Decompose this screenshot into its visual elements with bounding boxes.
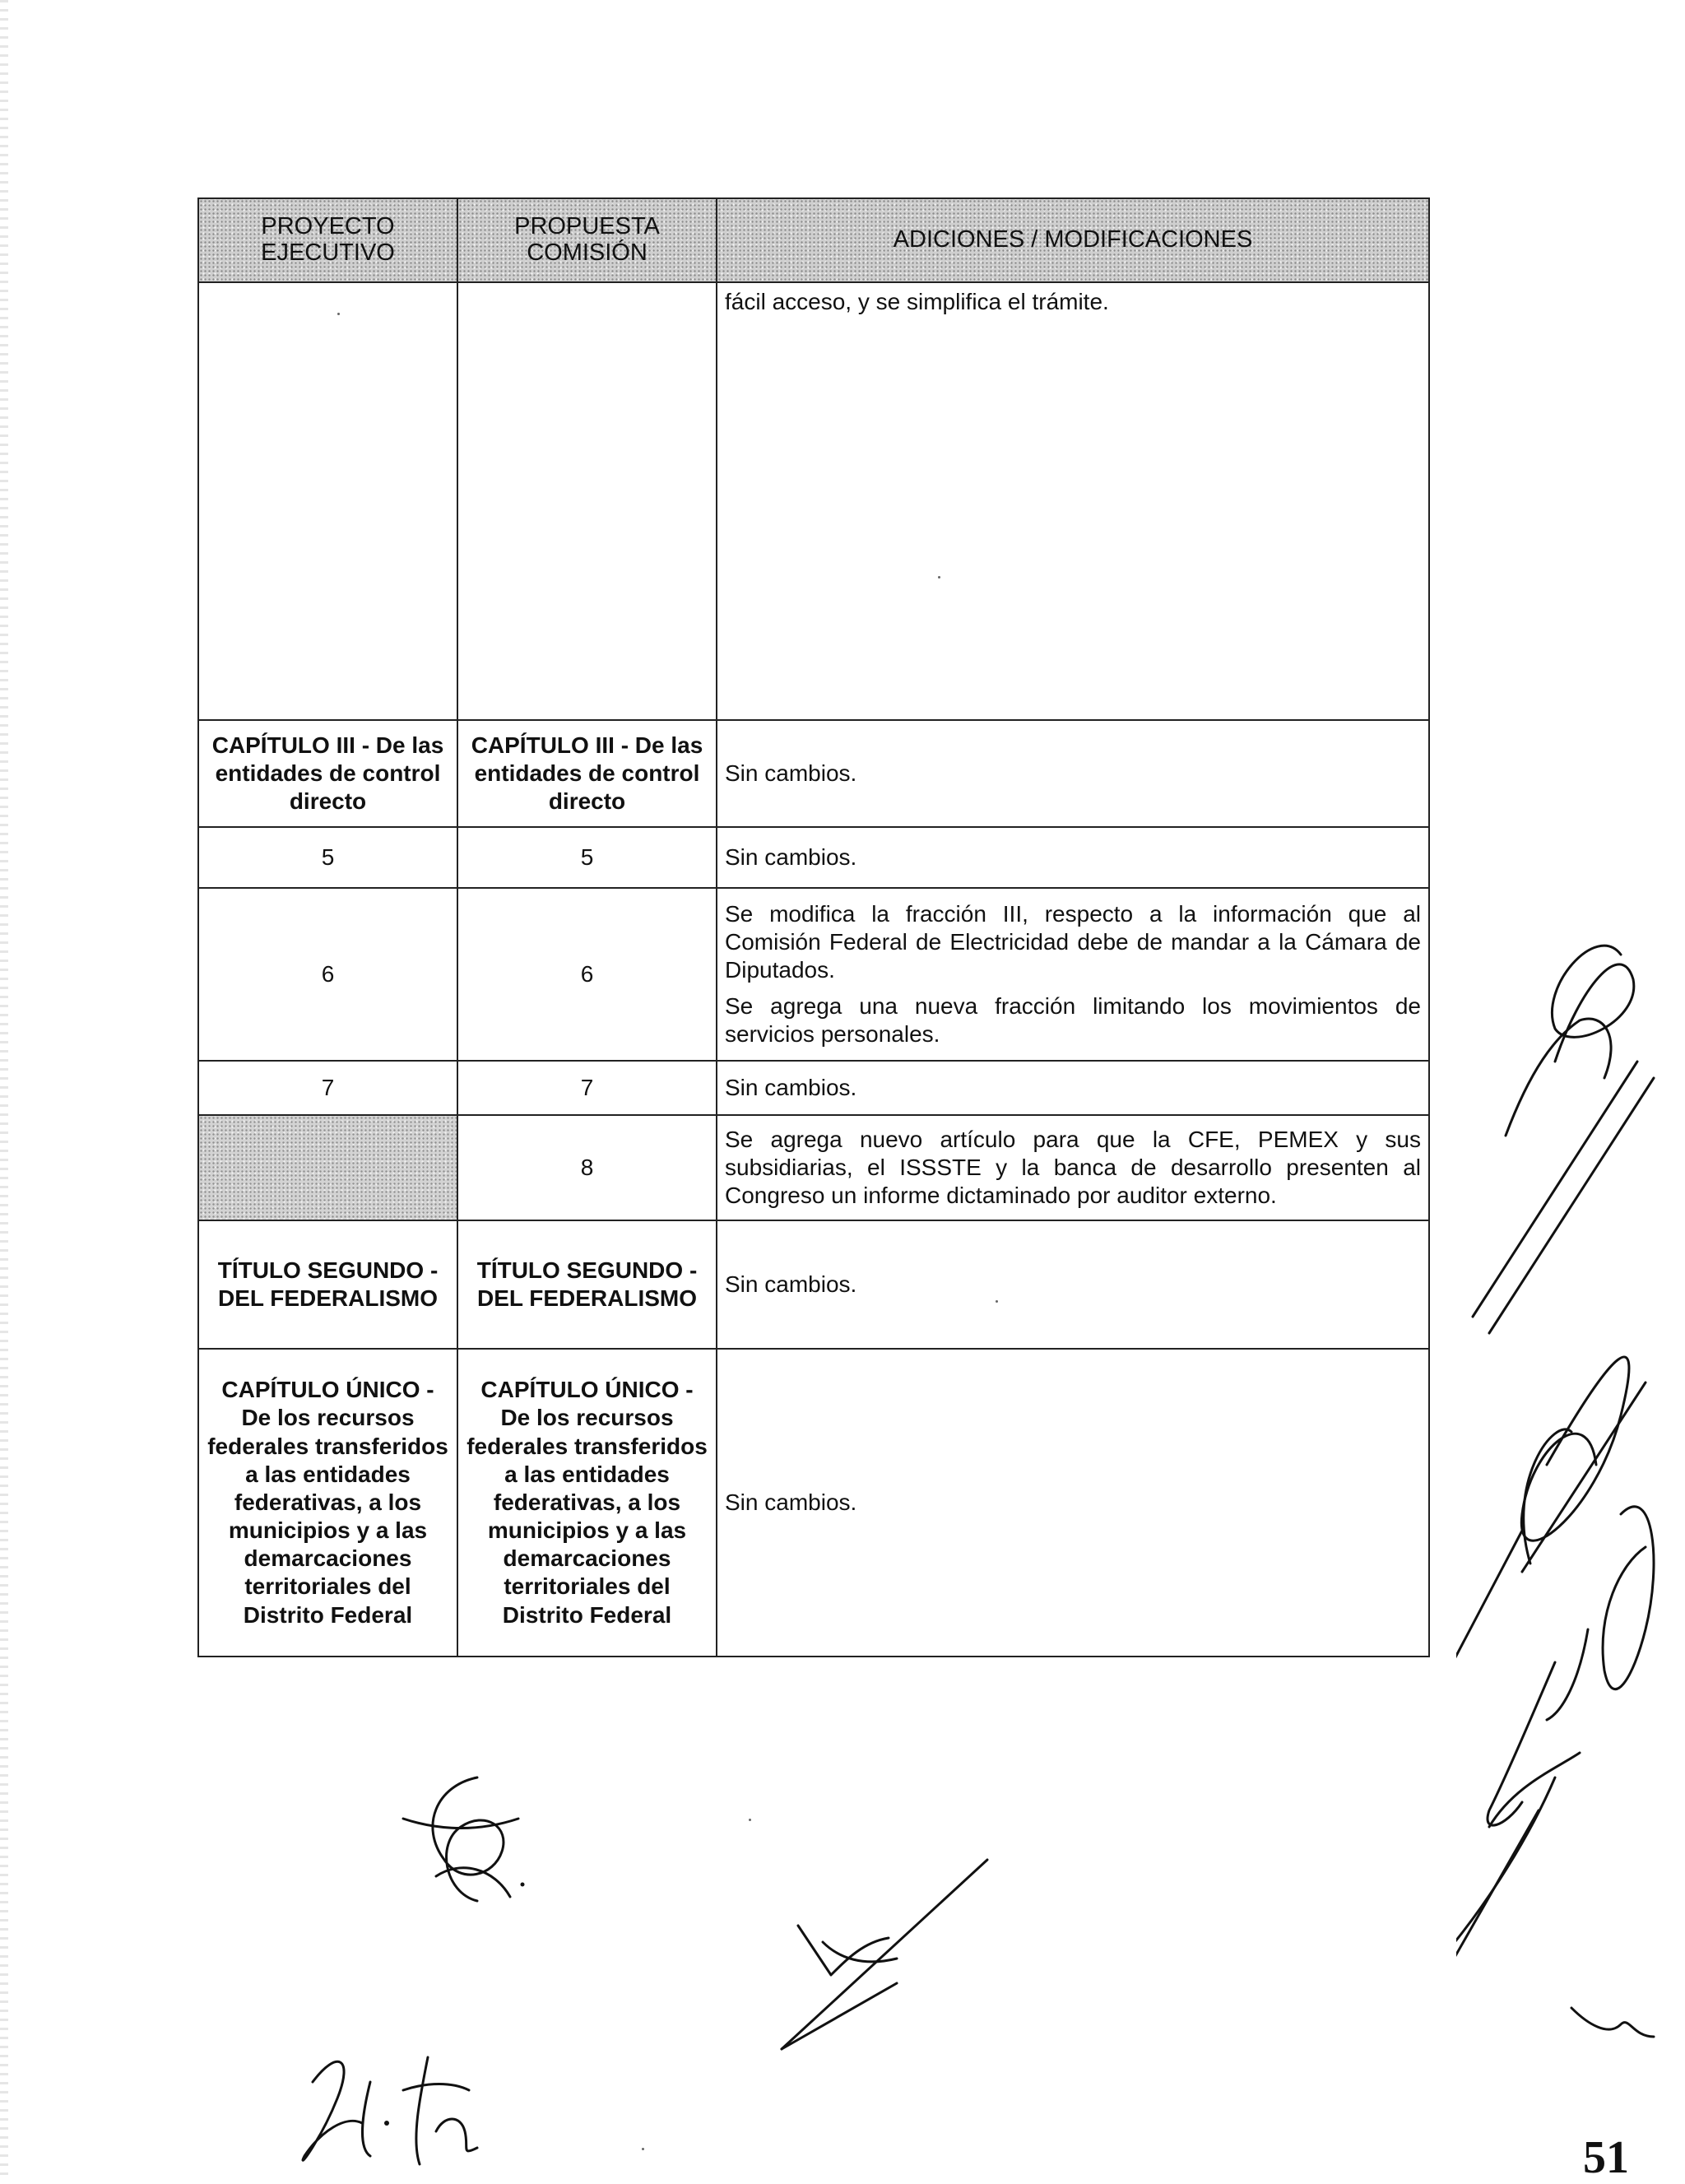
proyecto-cell: 7: [198, 1061, 457, 1115]
propuesta-cell: CAPÍTULO III - De las entidades de control directo: [457, 720, 717, 827]
scan-speck: [749, 1819, 751, 1821]
proyecto-cell: CAPÍTULO III - De las entidades de control directo: [198, 720, 457, 827]
table-row: [198, 1349, 1429, 1657]
table-row: [198, 720, 1429, 827]
scan-speck: [337, 313, 340, 315]
table-row: [198, 1220, 1429, 1349]
proyecto-cell: 6: [198, 888, 457, 1061]
cambios-cell: Sin cambios.: [717, 827, 1429, 888]
continuation-row: [198, 282, 1429, 720]
propuesta-cell: 6: [457, 888, 717, 1061]
signature-bottom-center: [773, 1843, 1004, 2066]
empty-cell: [457, 282, 717, 720]
propuesta-cell: TÍTULO SEGUNDO - DEL FEDERALISMO: [457, 1220, 717, 1349]
table-header-row: [198, 198, 1429, 282]
header-adiciones-modificaciones: ADICIONES / MODIFICACIONES: [717, 198, 1429, 282]
proyecto-cell: TÍTULO SEGUNDO - DEL FEDERALISMO: [198, 1220, 457, 1349]
cambios-paragraph: Se agrega una nueva fracción limitando los movimientos de servicios personales.: [725, 993, 1421, 1048]
cambios-paragraph: Se modifica la fracción III, respecto a la información que al Comisión Federal de Electricidad debe de mandar a la Cámara de Diputados.: [725, 900, 1421, 983]
signature-bottom-left: [387, 1761, 551, 1926]
propuesta-cell: 5: [457, 827, 717, 888]
cambios-cell: [717, 888, 1429, 1061]
comparison-table: [197, 197, 1430, 1657]
propuesta-cell: 8: [457, 1115, 717, 1220]
table-row: [198, 827, 1429, 888]
cambios-cell: Sin cambios.: [717, 1349, 1429, 1657]
header-proyecto-ejecutivo: PROYECTO EJECUTIVO: [198, 198, 457, 282]
scan-speck: [938, 576, 940, 579]
signature-right-margin: [1456, 889, 1670, 2057]
empty-cell: [198, 282, 457, 720]
scan-speck: [642, 2148, 644, 2150]
cambios-cell: Sin cambios.: [717, 720, 1429, 827]
cambios-cell: Sin cambios.: [717, 1061, 1429, 1115]
page-number: 51: [1583, 2132, 1629, 2183]
proyecto-cell-shaded: [198, 1115, 457, 1220]
scan-speck: [996, 1300, 998, 1303]
cambios-cell: Sin cambios.: [717, 1220, 1429, 1349]
proyecto-cell: CAPÍTULO ÚNICO - De los recursos federales transferidos a las entidades federativas, a los municipios y a las demarcaciones territoriales del Distrito Federal: [198, 1349, 457, 1657]
scan-edge-artifact: [0, 0, 8, 2181]
header-propuesta-comision: PROPUESTA COMISIÓN: [457, 198, 717, 282]
propuesta-cell: 7: [457, 1061, 717, 1115]
table-row: [198, 1061, 1429, 1115]
proyecto-cell: 5: [198, 827, 457, 888]
signature-bottom-initials: [280, 2033, 494, 2181]
table-row: [198, 888, 1429, 1061]
propuesta-cell: CAPÍTULO ÚNICO - De los recursos federales transferidos a las entidades federativas, a los municipios y a las demarcaciones territoriales del Distrito Federal: [457, 1349, 717, 1657]
cambios-cell: Se agrega nuevo artículo para que la CFE, PEMEX y sus subsidiarias, el ISSSTE y la banca de desarrollo presenten al Congreso un informe dictaminado por auditor externo.: [717, 1115, 1429, 1220]
table-row: [198, 1115, 1429, 1220]
continuation-text: fácil acceso, y se simplifica el trámite.: [717, 282, 1429, 720]
